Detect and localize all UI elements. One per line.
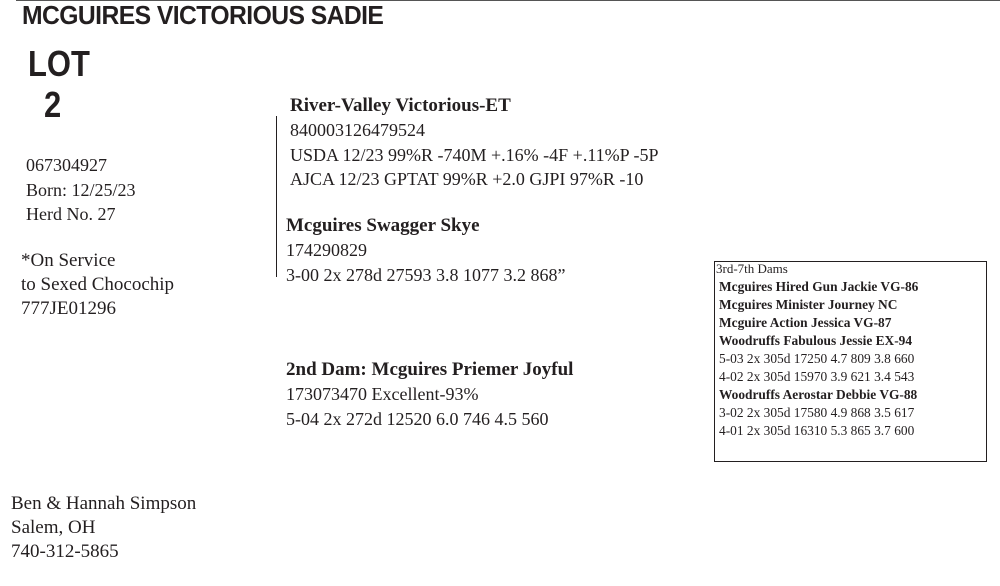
ancestor-dam-record: 3-02 2x 305d 17580 4.9 868 3.5 617 [719, 405, 915, 420]
service-sire-code: 777JE01296 [21, 298, 116, 319]
ancestor-dam-name: Woodruffs Fabulous Jessie EX-94 [719, 333, 913, 348]
registration-number: 067304927 [26, 155, 107, 175]
herd-number: Herd No. 27 [26, 204, 116, 224]
sire-name: River-Valley Victorious-ET [290, 95, 511, 116]
sire-block [290, 94, 659, 192]
owner-block [11, 492, 196, 564]
service-info [21, 249, 174, 321]
ancestor-dam-name: Mcguire Action Jessica VG-87 [719, 315, 892, 330]
second-dam-record: 5-04 2x 272d 12520 6.0 746 4.5 560 [286, 408, 549, 429]
service-sire: to Sexed Chocochip [21, 274, 175, 295]
pedigree-bracket [276, 116, 277, 277]
dam-name: Mcguires Swagger Skye [286, 215, 480, 236]
ancestor-dam-name: Woodruffs Aerostar Debbie VG-88 [719, 387, 918, 402]
owner-phone: 740-312-5865 [11, 541, 119, 562]
sire-ajca-proof: AJCA 12/23 GPTAT 99%R +2.0 GJPI 97%R -10 [290, 169, 644, 189]
second-dam-name: 2nd Dam: Mcguires Priemer Joyful [286, 359, 574, 380]
owner-name: Ben & Hannah Simpson [11, 493, 197, 514]
lot-number: 2 [44, 84, 62, 125]
second-dam-id-score: 173073470 Excellent-93% [286, 384, 479, 404]
lot-label: LOT [28, 43, 90, 84]
owner-city: Salem, OH [11, 517, 96, 538]
ancestor-dam-record: 4-01 2x 305d 16310 5.3 865 3.7 600 [719, 423, 915, 438]
dam-record: 3-00 2x 278d 27593 3.8 1077 3.2 868” [286, 264, 566, 285]
sire-usda-proof: USDA 12/23 99%R -740M +.16% -4F +.11%P -5P [290, 144, 659, 165]
ancestor-dam-name: Mcguires Minister Journey NC [719, 297, 898, 312]
dams-box-title: 3rd-7th Dams [716, 261, 788, 276]
ancestor-dam-record: 4-02 2x 305d 15970 3.9 621 3.4 543 [719, 369, 915, 384]
dam-id: 174290829 [286, 240, 367, 260]
ancestor-dam-name: Mcguires Hired Gun Jackie VG-86 [719, 279, 919, 294]
dam-block [286, 214, 565, 287]
service-status: *On Service [21, 250, 116, 271]
dams-box-lines [719, 278, 918, 440]
second-dam-block [286, 358, 573, 431]
ancestor-dam-record: 5-03 2x 305d 17250 4.7 809 3.8 660 [719, 351, 915, 366]
birth-date: Born: 12/25/23 [26, 179, 136, 200]
animal-info [26, 153, 136, 227]
animal-title: MCGUIRES VICTORIOUS SADIE [22, 0, 384, 30]
sire-id: 840003126479524 [290, 120, 425, 140]
